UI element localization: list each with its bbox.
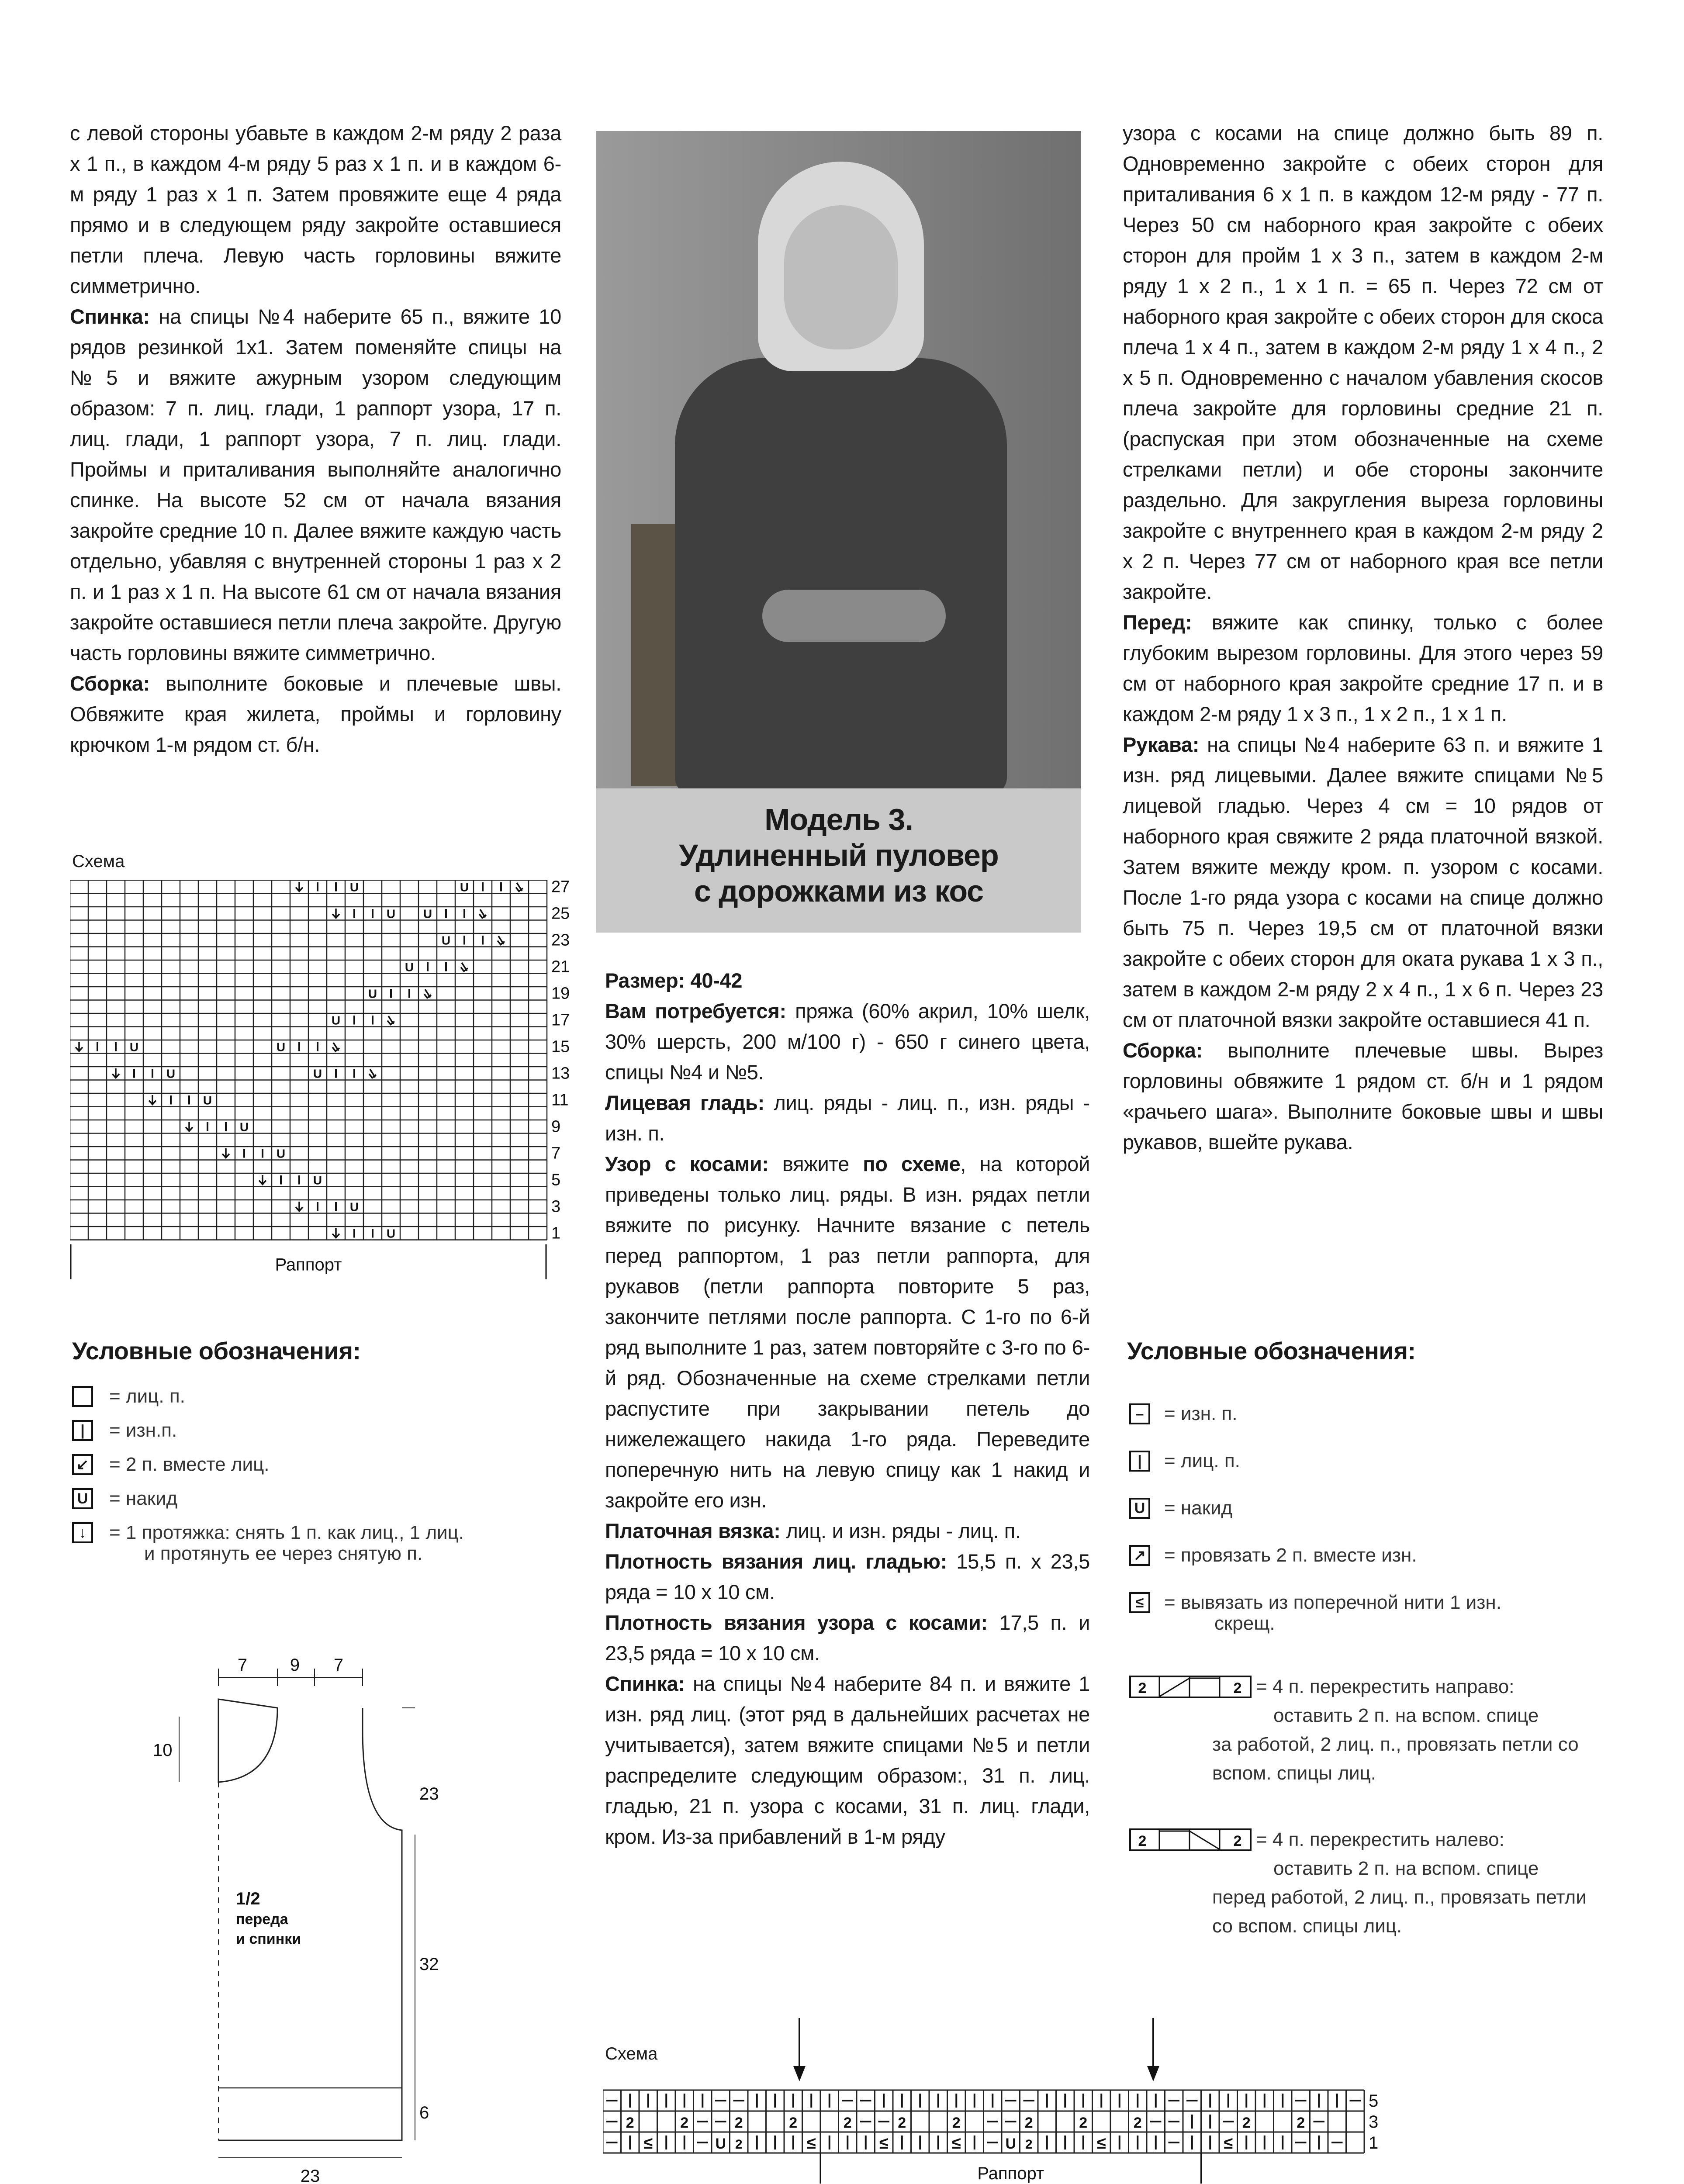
dim-hem: 6	[419, 2103, 429, 2122]
legend2-item-text: = накид	[1164, 1497, 1233, 1519]
cable-number-mark: 2	[898, 2115, 906, 2131]
bar-square-icon: |	[1129, 1451, 1150, 1472]
assembly-label: Сборка:	[70, 672, 150, 695]
yarn-over-mark: U	[460, 880, 469, 894]
two-together-icon: ↙	[72, 1454, 93, 1475]
cable-right-text: оставить 2 п. на вспом. спице	[1273, 1705, 1539, 1726]
dim-shoulder-right: 7	[333, 1655, 344, 1675]
materials-line: Вам потребуется: пряжа (60% акрил, 10% шелк, 30% шерсть, 200 м/100 г) - 650 г синего цвета, спицы №4 и №5.	[605, 999, 1090, 1084]
cable-number-mark: 2	[1133, 2115, 1142, 2131]
chart1-row-number: 23	[551, 931, 570, 950]
slip-decrease-mark	[332, 909, 339, 918]
density1-line: Плотность вязания лиц. гладью: 15,5 п. x 23,5 ряда = 10 x 10 см.	[605, 1550, 1090, 1603]
chart1-row-number: 5	[551, 1171, 561, 1189]
left-text-column	[70, 118, 561, 760]
release-arrowhead	[1147, 2066, 1159, 2081]
yarn-over-mark: U	[715, 2136, 726, 2152]
yarn-over-mark: U	[405, 960, 414, 974]
yarn-over-mark: U	[239, 1120, 249, 1134]
purl-two-together-icon: ↗	[1129, 1545, 1150, 1566]
cable-number-mark: 2	[843, 2115, 852, 2131]
arm-shape	[762, 590, 946, 642]
yarn-over-mark: U	[166, 1067, 176, 1081]
right-text-column	[1123, 118, 1603, 1158]
cable-number-mark: 2	[626, 2115, 634, 2131]
chart1-row-number: 3	[551, 1197, 561, 1216]
cable-number-mark: 2	[1079, 2115, 1088, 2131]
middle-text-column	[605, 965, 1090, 1852]
inner-label-line: и спинки	[236, 1931, 301, 1947]
front-paragraph: Перед: вяжите как спинку, только с более глубоким вырезом горловины. Для этого через 59 см от наборного края закройте средние 17 п. и в каждом 2-м ряду 1 x 3 п., 1 x 2 п., 1 x 1 п.	[1123, 611, 1603, 726]
garter-line: Платочная вязка: лиц. и изн. ряды - лиц. п.	[605, 1519, 1021, 1542]
cable-box	[1130, 1676, 1251, 1697]
cable-left-icon	[1129, 1828, 1260, 1855]
legend2-item-text: = провязать 2 п. вместе изн.	[1164, 1545, 1417, 1566]
back-line: Спинка: на спицы №4 наберите 84 п. и вяжите 1 изн. ряд лиц. (этот ряд в дальнейших расчетах не учитывается), затем вяжите спицами №5 и петли распределите следующим образом:, 31 п. лиц. гладью, 21 п. узора с косами, 31 п. лиц. глади, кром. Из-за прибавлений в 1-м ряду	[605, 1672, 1090, 1848]
make-one-icon: ≤	[1129, 1592, 1150, 1613]
knit-two-together-mark	[479, 909, 486, 918]
chart1-title: Схема	[72, 852, 125, 871]
chart1-grid	[70, 880, 572, 1295]
inner-label-line: 1/2	[236, 1889, 260, 1908]
dim-body-length: 32	[419, 1955, 439, 1974]
slip-decrease-mark	[149, 1095, 156, 1105]
yarn-over-mark: U	[386, 907, 396, 921]
purl-two-together-mark: 2	[1025, 2137, 1033, 2152]
knit-two-together-mark	[332, 1043, 339, 1051]
slip-decrease-mark	[259, 1175, 266, 1185]
make-one-mark: ≤	[1096, 2134, 1106, 2153]
cable-left-text: перед работой, 2 лиц. п., провязать петли	[1212, 1887, 1587, 1908]
dim-bottom-width: 23	[300, 2167, 320, 2184]
chart1-row-number: 13	[551, 1064, 570, 1083]
bar-square-icon: |	[72, 1420, 93, 1441]
chart2-row-number: 1	[1369, 2133, 1379, 2153]
chart1-row-number: 1	[551, 1224, 561, 1243]
yarn-over-mark: U	[1005, 2136, 1017, 2152]
chart1-row-number: 21	[551, 957, 570, 976]
yarn-over-mark: U	[349, 1200, 359, 1214]
right-paragraph-1: узора с косами на спице должно быть 89 п. Одновременно закройте с обеих сторон для приталивания 6 x 1 п. в каждом 12-м ряду - 77 п. Через 50 см наборного края закройте с обеих сторон для пройм 1 x 3 п., затем в каждом 2-м ряду 1 x 2 п., 1 x 1 п. = 65 п. Через 72 см от наборного края закройте с обеих сторон для скоса плеча 1 x 4 п., затем в каждом 2-м ряду 1 x 4 п., 2 x 5 п. Одновременно с началом убавления скосов плеча закройте для горловины средние 21 п. (распуская при этом обозначенные на схеме стрелками петли) и обе стороны закончите раздельно. Для закругления выреза горловины закройте с внутреннего края в каждом 2-м ряду 2 x 2 п. Через 77 см от наборного края все петли закройте.	[1123, 121, 1603, 603]
cable-number-mark: 2	[952, 2115, 961, 2131]
yarn-over-mark: U	[386, 1227, 396, 1241]
knit-two-together-mark	[498, 936, 505, 945]
legend1-item-text: = лиц. п.	[109, 1386, 185, 1407]
cable-number-mark: 2	[1024, 2115, 1033, 2131]
cable-number-mark: 2	[789, 2115, 798, 2131]
yarn-over-mark: U	[441, 933, 451, 947]
face-shape	[784, 205, 898, 349]
model-photo	[596, 131, 1081, 788]
sweater-shape	[675, 358, 1007, 788]
caption-box	[596, 788, 1081, 933]
chart1-cells	[70, 880, 547, 1240]
yarn-over-mark: U	[331, 1013, 341, 1027]
chart1-row-number: 17	[551, 1011, 570, 1030]
legend2-heading: Условные обозначения:	[1127, 1337, 1416, 1365]
chart2-grid	[603, 2009, 1459, 2184]
yarn-over-mark: U	[368, 987, 377, 1001]
legend2-item-text: = изн. п.	[1164, 1403, 1238, 1424]
chart2-title: Схема	[605, 2044, 658, 2063]
knit-two-together-mark	[516, 883, 523, 892]
legend1-item-text: = изн.п.	[109, 1420, 177, 1441]
chart2-row-number: 3	[1369, 2112, 1379, 2132]
inner-label-line: переда	[236, 1911, 288, 1928]
cable-box	[1130, 1829, 1251, 1850]
left-paragraph-2: Спинка: на спицы №4 наберите 65 п., вяжите 10 рядов резинкой 1x1. Затем поменяйте спицы на №5 и вяжите ажурным узором следующим образом: 7 п. лиц. глади, 1 раппорт узора, 17 п. лиц. глади, 1 раппорт узора, 7 п. лиц. глади. Проймы и приталивания выполняйте аналогично спинке. На высоте 52 см от начала вязания закройте средние 10 п. Далее вяжите каждую часть отдельно, убавляя с внутренней стороны 1 раз x 2 п. и 1 раз x 1 п. На высоте 61 см от начала вязания закройте оставшиеся петли плеча закройте. Другую часть горловины вяжите симметрично.	[70, 305, 561, 664]
dim-neck-width: 9	[290, 1655, 300, 1675]
dim-neck-depth: 10	[153, 1741, 173, 1760]
yarn-over-mark: U	[313, 1173, 322, 1187]
purl-two-together-mark: 2	[735, 2137, 743, 2152]
legend2-item-text: скрещ.	[1214, 1613, 1275, 1634]
minus-square-icon: –	[1129, 1403, 1150, 1424]
chart1-row-number: 15	[551, 1037, 570, 1056]
density2-line: Плотность вязания узора с косами: 17,5 п. и 23,5 ряда = 10 x 10 см.	[605, 1611, 1090, 1665]
knit-two-together-mark	[387, 1016, 394, 1025]
yarn-over-mark: U	[276, 1147, 286, 1161]
yarn-over-mark: U	[423, 907, 432, 921]
legend2-item-text: = вывязать из поперечной нити 1 изн.	[1164, 1592, 1501, 1613]
neckline-curve	[218, 1699, 277, 1782]
left-paragraph-1: с левой стороны убавьте в каждом 2-м ряду 2 раза x 1 п., в каждом 4-м ряду 5 раз x 1 п. и в каждом 6-м ряду 1 раз x 1 п. Затем провяжите еще 4 ряда прямо и в следующем ряду закройте оставшиеся петли плеча. Левую часть горловины вяжите симметрично.	[70, 121, 561, 297]
caption-line-1: Модель 3.	[764, 802, 913, 836]
chart1-rapport-label: Раппорт	[275, 1255, 342, 1275]
cable-right-text: за работой, 2 лиц. п., провязать петли со	[1212, 1734, 1579, 1755]
stockinette-line: Лицевая гладь: лиц. ряды - лиц. п., изн. ряды - изн. п.	[605, 1091, 1090, 1145]
chart1-row-number: 25	[551, 904, 570, 923]
cable-number-left: 2	[1138, 1833, 1147, 1849]
yarn-over-icon: U	[1129, 1498, 1150, 1519]
cable-pattern-line: Узор с косами: вяжите по схеме, на которой приведены только лиц. ряды. В изн. рядах петли вяжите по рисунку. Начните вязание с петель перед раппортом, 1 раз петли раппорта, для рукавов (петли раппорта повторите 5 раз, закончите петлями после раппорта. С 1-го по 6-й ряд выполните 1 раз, затем повторяйте с 3-го по 6-й ряд. Обозначенные на схеме стрелками петли распустите при закрывании петель до нижележащего накида 1-го ряда. Переведите поперечную нить на левую спицу как 1 накид и закройте его изн.	[605, 1152, 1090, 1512]
cable-left-text: оставить 2 п. на вспом. спице	[1273, 1858, 1539, 1879]
legend1-item-text: = 2 п. вместе лиц.	[109, 1454, 270, 1475]
chart1-row-number: 27	[551, 880, 570, 896]
knit-two-together-mark	[424, 989, 431, 998]
knit-two-together-mark	[461, 963, 468, 971]
cable-number-mark: 2	[680, 2115, 689, 2131]
make-one-mark: ≤	[806, 2134, 816, 2153]
cable-left-text: = 4 п. перекрестить налево:	[1256, 1829, 1504, 1850]
slip-decrease-mark	[332, 1228, 339, 1238]
cable-number-left: 2	[1138, 1680, 1147, 1697]
legend2-item-text: = лиц. п.	[1164, 1450, 1240, 1472]
make-one-mark: ≤	[1224, 2134, 1233, 2153]
cable-right-text: вспом. спицы лиц.	[1212, 1762, 1376, 1784]
chart1-row-number: 7	[551, 1144, 561, 1163]
empty-square-icon	[72, 1386, 93, 1407]
cable-number-mark: 2	[1297, 2115, 1305, 2131]
yarn-over-mark: U	[129, 1040, 139, 1054]
dim-shoulder-left: 7	[237, 1655, 248, 1675]
legend1-item-text: = 1 протяжка: снять 1 п. как лиц., 1 лиц.	[109, 1522, 464, 1543]
slip-decrease-mark	[112, 1068, 119, 1078]
sleeves-paragraph: Рукава: на спицы №4 наберите 63 п. и вяжите 1 изн. ряд лицевыми. Далее вяжите спицами №5 лицевой гладью. Через 4 см = 10 рядов от наборного края свяжите 2 ряда платочной вязкой. Затем вяжите между кром. п. узором с косами. После 1-го ряда узора с косами на спице должно быть 75 п. Через 19,5 см от платочной вязки закройте с обеих сторон для оката рукава 1 x 3 п., затем в каждом 2-м ряду 2 x 4 п., 1 x 6 п. Через 23 см от платочной вязки закройте оставшиеся 41 п.	[1123, 733, 1603, 1031]
legend1-item-text: и протянуть ее через снятую п.	[144, 1543, 423, 1564]
down-arrow-icon: ↓	[72, 1522, 93, 1543]
cable-number-mark: 2	[1242, 2115, 1251, 2131]
yarn-over-mark: U	[276, 1040, 286, 1054]
caption-line-3: с дорожками из кос	[694, 874, 984, 908]
slip-decrease-mark	[296, 1202, 303, 1211]
release-arrowhead	[793, 2066, 806, 2081]
chart1-row-number: 11	[551, 1091, 569, 1109]
cable-right-icon	[1129, 1676, 1260, 1702]
make-one-mark: ≤	[879, 2134, 889, 2153]
caption-line-2: Удлиненный пуловер	[679, 838, 999, 872]
cable-left-text: со вспом. спицы лиц.	[1212, 1915, 1402, 1937]
slip-decrease-mark	[296, 882, 303, 892]
yarn-over-icon: U	[72, 1488, 93, 1509]
slip-decrease-mark	[186, 1122, 193, 1131]
legend1-heading: Условные обозначения:	[72, 1337, 361, 1365]
back-label: Спинка:	[70, 305, 150, 328]
cable-number-right: 2	[1233, 1833, 1242, 1849]
chart2-row-number: 5	[1369, 2091, 1379, 2111]
cable-number-right: 2	[1233, 1680, 1242, 1697]
dim-armhole: 23	[419, 1784, 439, 1804]
slip-decrease-mark	[222, 1148, 229, 1158]
knit-two-together-mark	[369, 1069, 376, 1078]
chart2-rapport-label: Раппорт	[977, 2164, 1044, 2183]
size-line: Размер: 40-42	[605, 969, 743, 992]
legend1-item-text: = накид	[109, 1488, 178, 1509]
pattern-schematic	[144, 1651, 494, 2184]
chart1-row-number: 9	[551, 1117, 561, 1136]
make-one-mark: ≤	[643, 2134, 653, 2153]
left-paragraph-3: Сборка: выполните боковые и плечевые швы. Обвяжите края жилета, проймы и горловину крючком 1-м рядом ст. б/н.	[70, 672, 561, 756]
yarn-over-mark: U	[313, 1067, 322, 1081]
assembly2-paragraph: Сборка: выполните плечевые швы. Вырез горловины обвяжите 1 рядом ст. б/н и 1 рядом «рачьего шага». Выполните боковые швы и швы рукавов, вшейте рукава.	[1123, 1039, 1603, 1154]
yarn-over-mark: U	[349, 880, 359, 894]
cable-number-mark: 2	[734, 2115, 743, 2131]
cable-right-text: = 4 п. перекрестить направо:	[1256, 1676, 1515, 1697]
chart1-row-number: 19	[551, 984, 570, 1003]
slip-decrease-mark	[76, 1042, 83, 1051]
make-one-mark: ≤	[951, 2134, 961, 2153]
yarn-over-mark: U	[203, 1093, 212, 1107]
